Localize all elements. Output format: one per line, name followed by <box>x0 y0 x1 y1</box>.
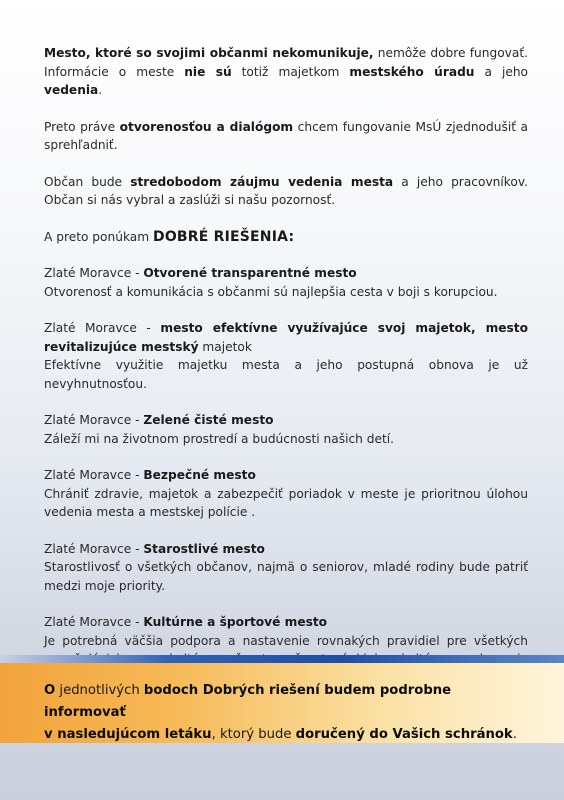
footer-text-2: , ktorý bude <box>211 727 296 742</box>
solution-heading <box>44 319 528 356</box>
intro-p1-text-2: totiž majetkom <box>231 64 350 79</box>
intro-p1-bold-3: mestského úradu <box>349 64 475 79</box>
solution-body: Je potrebná väčšia podpora a nastavenie rovnakých pravidiel pre všetkých <box>44 633 528 648</box>
footer-text-1: jednotlivých <box>55 683 144 698</box>
footer-initial: O <box>44 683 56 698</box>
solution-body: Efektívne využitie majetku mesta a jeho postupná obnova je už nevyhnutnosťou. <box>44 358 528 391</box>
footer-end: . <box>512 727 517 742</box>
intro-paragraph-2 <box>44 118 528 155</box>
solution-city: Zlaté Moravce - <box>44 541 144 556</box>
solution-city: Zlaté Moravce - <box>44 615 144 629</box>
footer-bold-2: v nasledujúcom letáku <box>44 727 212 742</box>
footer-note <box>44 680 534 746</box>
intro-p3-bold: stredobodom záujmu vedenia mesta <box>130 174 394 189</box>
solution-item <box>44 319 528 393</box>
offer-heading <box>44 228 528 247</box>
solution-body: Chrániť zdravie, majetok a zabezpečiť poriadok v meste je prioritnou úlohou vedenia mesta a mestskej polície . <box>44 486 528 519</box>
intro-p1-end: . <box>98 83 103 97</box>
intro-paragraph-3 <box>44 173 528 210</box>
intro-p3-text: Občan bude <box>44 174 131 189</box>
solution-body: Otvorenosť a komunikácia s občanmi sú najlepšia cesta v boji s korupciou. <box>44 284 498 299</box>
intro-p2-bold: otvorenosťou a dialógom <box>119 119 294 134</box>
leaflet-body <box>44 44 528 705</box>
intro-p1-text-3: a jeho <box>474 64 529 79</box>
footer-bold-3: doručený do Vašich schránok <box>295 727 513 742</box>
intro-p1-text: nemôže dobre fungovať. Informácie o meste <box>44 46 528 79</box>
solution-city: Zlaté Moravce - <box>44 321 161 335</box>
intro-p2-text: Preto práve <box>44 119 120 134</box>
solution-city: Zlaté Moravce - <box>44 266 144 280</box>
offer-title: DOBRÉ RIEŠENIA <box>153 228 289 245</box>
solution-heading <box>44 466 528 485</box>
intro-paragraph-1 <box>44 44 528 100</box>
solution-heading <box>44 613 528 632</box>
solution-title: Zelené čisté mesto <box>143 413 274 427</box>
blue-divider <box>0 655 564 663</box>
solution-body: Záleží mi na životnom prostredí a budúcnosti našich detí. <box>44 431 395 446</box>
offer-prefix: A preto ponúkam <box>44 229 153 244</box>
solution-item <box>44 466 528 522</box>
offer-colon: : <box>288 228 295 245</box>
solution-title: mesto efektívne využívajúce svoj majetok, mesto revitalizujúce mestský <box>44 321 528 354</box>
solution-item <box>44 411 528 448</box>
intro-p2-end: chcem fungovanie MsÚ zjednodušiť a sprehľadniť. <box>44 119 529 152</box>
solution-title: Otvorené transparentné mesto <box>143 266 357 280</box>
solution-heading <box>44 264 528 283</box>
intro-p1-bold-2: nie sú <box>184 64 232 79</box>
solution-title: Kultúrne a športové mesto <box>143 615 328 629</box>
footer-bold-1: bodoch Dobrých riešení budem podrobne informovať <box>44 683 452 720</box>
intro-p1-bold: Mesto, ktoré so svojimi občanmi nekomunikuje, <box>44 46 374 60</box>
solution-title-tail: majetok <box>198 339 252 354</box>
solution-heading <box>44 411 528 430</box>
intro-p3-end: a jeho pracovníkov. Občan si nás vybral a zaslúži si našu pozornosť. <box>44 174 528 207</box>
solution-heading <box>44 540 528 559</box>
solution-city: Zlaté Moravce - <box>44 413 144 427</box>
solution-item <box>44 540 528 596</box>
solution-body: Starostlivosť o všetkých občanov, najmä o seniorov, mladé rodiny bude patriť medzi moje priority. <box>44 560 528 593</box>
solution-item <box>44 264 528 301</box>
solution-title: Starostlivé mesto <box>143 541 265 556</box>
intro-p1-bold-4: vedenia <box>44 83 99 97</box>
solution-title: Bezpečné mesto <box>143 468 256 482</box>
solution-city: Zlaté Moravce - <box>44 468 144 482</box>
